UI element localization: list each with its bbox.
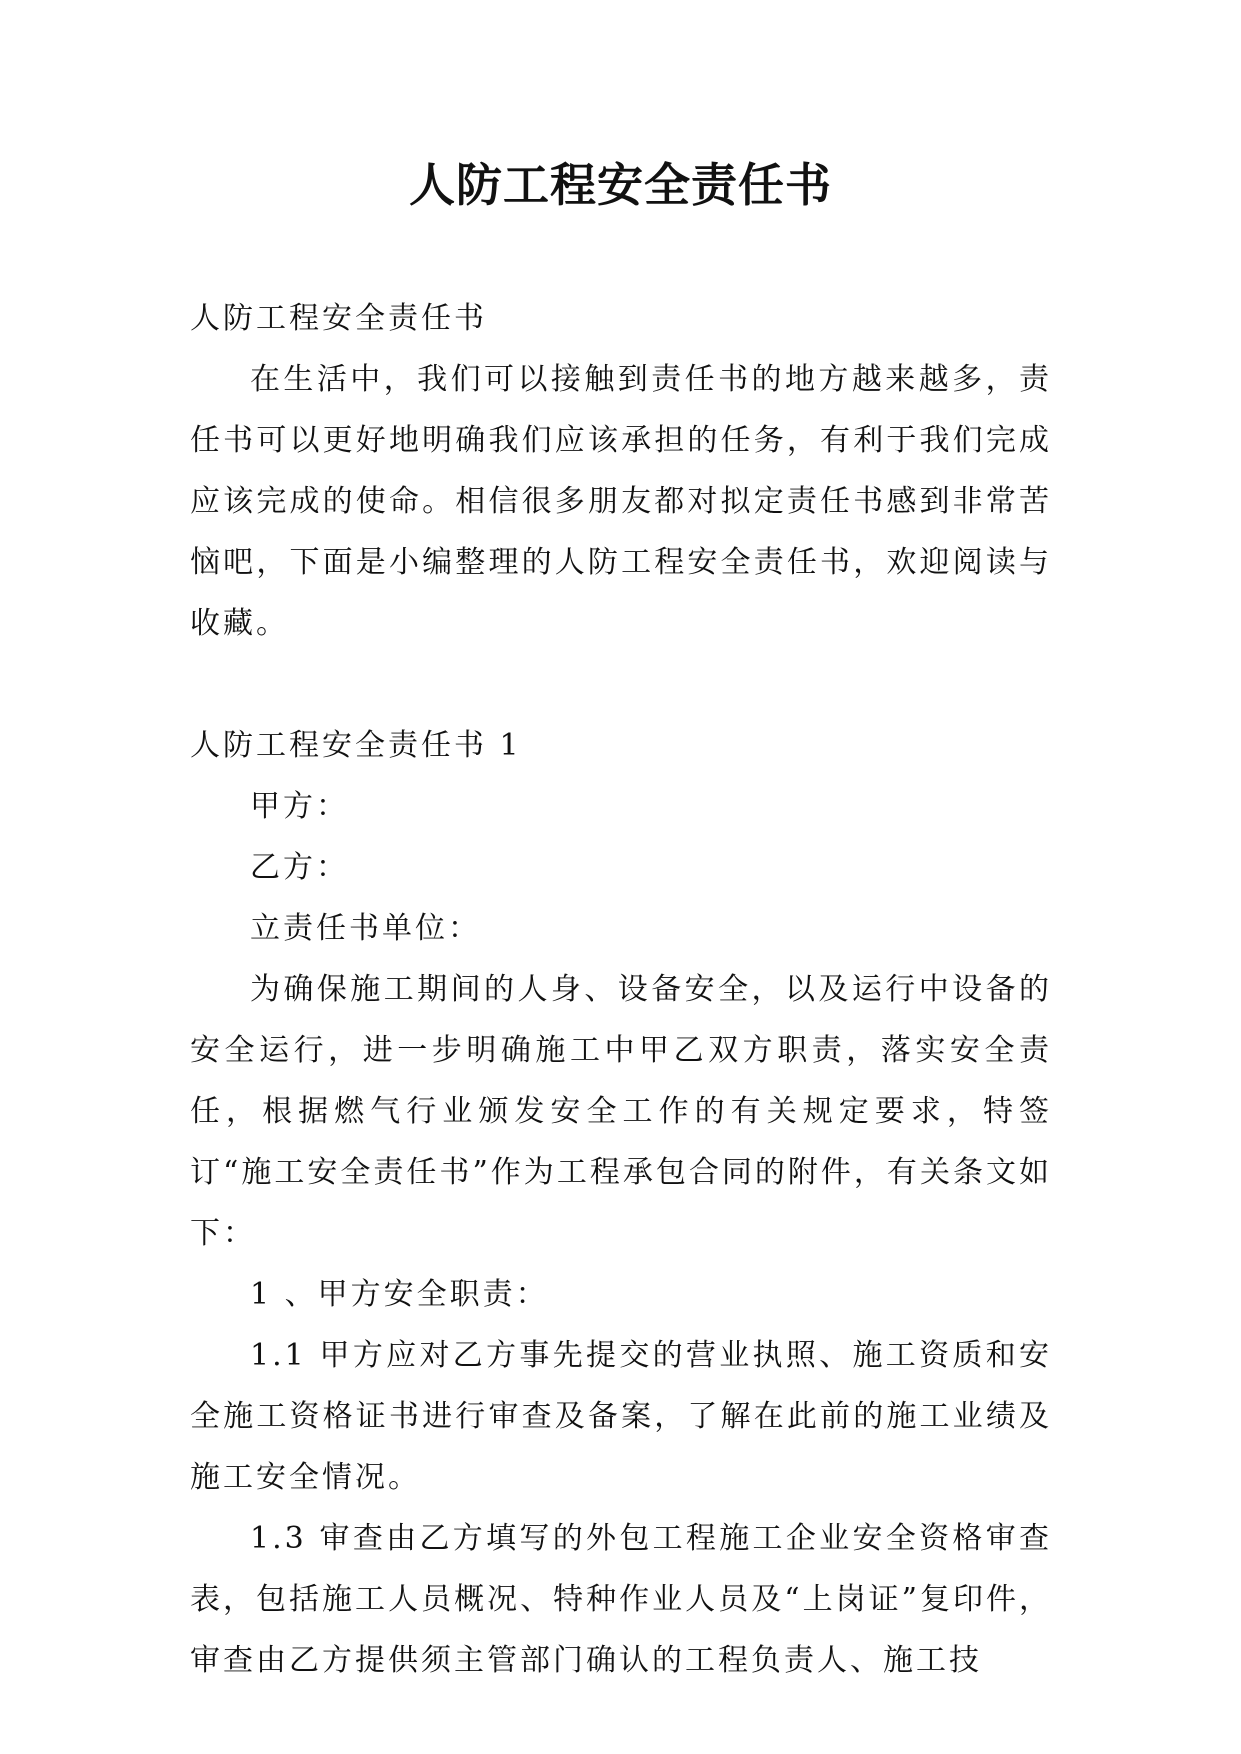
- document-title: 人防工程安全责任书: [409, 158, 832, 212]
- party-a-line: 甲方：: [250, 789, 349, 824]
- party-b-line: 乙方：: [250, 850, 349, 885]
- intro-paragraph: 在生活中，我们可以接触到责任书的地方越来越多，责任书可以更好地明确我们应该承担的任务，有利于我们完成应该完成的使命。相信很多朋友都对拟定责任书感到非常苦恼吧，下面是小编整理的人防工程安全责任书，欢迎阅读与收藏。: [190, 362, 1052, 641]
- clause-1-3-paragraph: 1.3 审查由乙方填写的外包工程施工企业安全资格审查表，包括施工人员概况、特种作业人员及“上岗证”复印件，审查由乙方提供须主管部门确认的工程负责人、施工技: [190, 1521, 1052, 1678]
- document-body: [190, 288, 1052, 1691]
- document-subtitle: 人防工程安全责任书: [190, 301, 487, 336]
- unit-line: 立责任书单位：: [250, 911, 481, 946]
- section-heading: 人防工程安全责任书 1: [190, 728, 522, 763]
- clause-1-1-paragraph: 1.1 甲方应对乙方事先提交的营业执照、施工资质和安全施工资格证书进行审查及备案，了解在此前的施工业绩及施工安全情况。: [190, 1338, 1052, 1495]
- purpose-paragraph: 为确保施工期间的人身、设备安全，以及运行中设备的安全运行，进一步明确施工中甲乙双方职责，落实安全责任，根据燃气行业颁发安全工作的有关规定要求，特签订“施工安全责任书”作为工程承包合同的附件，有关条文如下：: [190, 972, 1052, 1251]
- clause-1-heading: 1 、甲方安全职责：: [250, 1277, 549, 1312]
- paragraph-gap: [190, 654, 1052, 715]
